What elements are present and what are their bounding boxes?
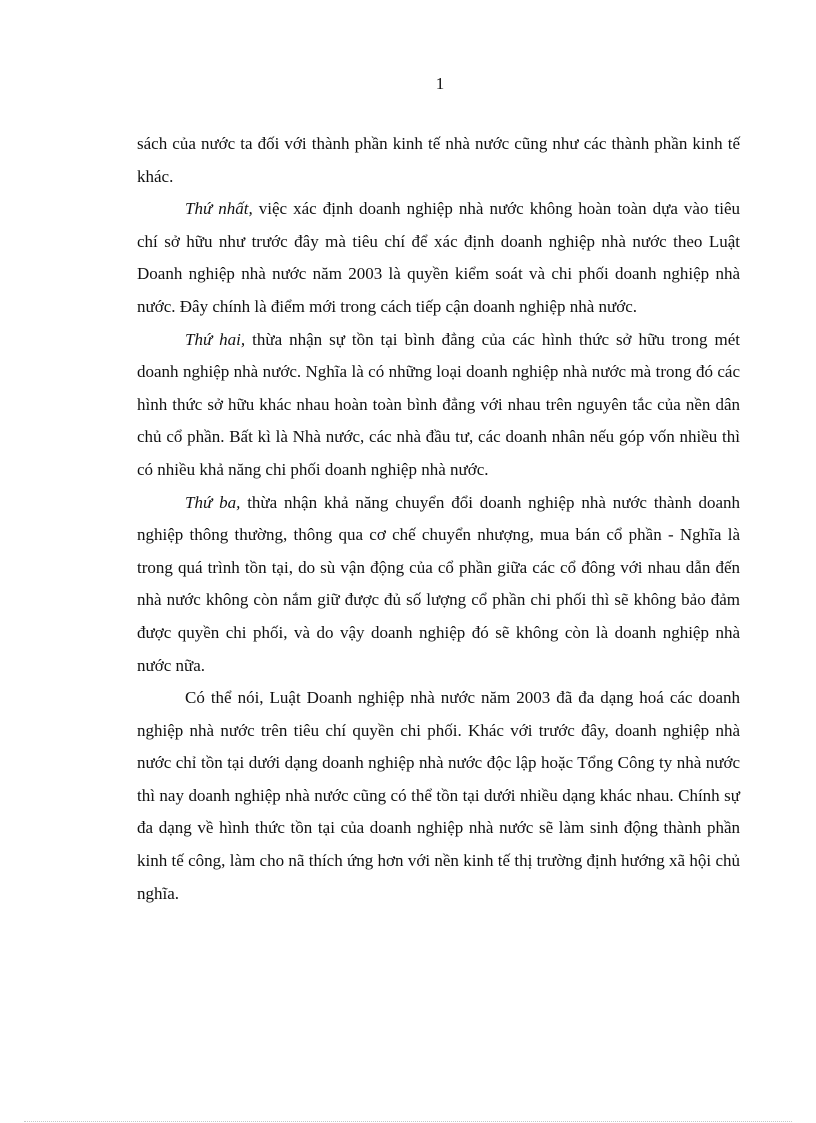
paragraph-text: việc xác định doanh nghiệp nhà nước không hoàn toàn dựa vào tiêu chí sở hữu như trước đây mà tiêu chí để xác định doanh nghiệp nhà nước theo Luật Doanh nghiệp nhà nước năm 2003 là quyền kiểm soát và chi phối doanh nghiệp nhà nước. Đây chính là điểm mới trong cách tiếp cận doanh nghiệp nhà nước. — [137, 199, 740, 316]
page-number: 1 — [435, 74, 445, 93]
paragraph-text: thừa nhận khả năng chuyển đổi doanh nghiệp nhà nước thành doanh nghiệp thông thường, thông qua cơ chế chuyển nhượng, mua bán cổ phần - Nghĩa là trong quá trình tồn tại, do sù vận động của cổ phần giữa các cổ đông với nhau dẫn đến nhà nước không còn nắm giữ được đủ số lượng cổ phần chi phối thì sẽ không bảo đảm được quyền chi phối, và do vậy doanh nghiệp đó sẽ không còn là doanh nghiệp nhà nước nữa. — [137, 492, 740, 675]
paragraph-lead: Thứ nhất, — [185, 199, 253, 219]
paragraph-text: thừa nhận sự tồn tại bình đẳng của các hình thức sở hữu trong mét doanh nghiệp nhà nước. Nghĩa là có những loại doanh nghiệp nhà nước mà trong đó các hình thức sở hữu khác nhau hoàn toàn bình đẳng với nhau trên nguyên tắc của nền dân chủ cổ phần. Bất kì là Nhà nước, các nhà đầu tư, các doanh nhân nếu góp vốn nhiều thì có nhiều khả năng chi phối doanh nghiệp nhà nước. — [137, 329, 741, 479]
paragraph-lead: Thứ hai, — [185, 329, 246, 349]
page-bottom-divider — [24, 1121, 792, 1122]
paragraph-thu-ba — [137, 487, 740, 683]
paragraph-conclusion — [137, 682, 740, 910]
paragraph-lead: Thứ ba, — [185, 492, 241, 512]
paragraph-continuation — [137, 128, 740, 193]
document-body — [137, 128, 740, 910]
paragraph-text: sách của nước ta đối với thành phần kinh tế nhà nước cũng như các thành phần kinh tế khác. — [137, 134, 740, 186]
paragraph-thu-nhat — [137, 193, 740, 323]
paragraph-thu-hai — [137, 324, 740, 487]
paragraph-text: Có thể nói, Luật Doanh nghiệp nhà nước năm 2003 đã đa dạng hoá các doanh nghiệp nhà nước trên tiêu chí quyền chi phối. Khác với trước đây, doanh nghiệp nhà nước chỉ tồn tại dưới dạng doanh nghiệp nhà nước độc lập hoặc Tổng Công ty nhà nước thì nay doanh nghiệp nhà nước cũng có thể tồn tại dưới nhiều dạng khác nhau. Chính sự đa dạng về hình thức tồn tại của doanh nghiệp nhà nước sẽ làm sinh động thành phần kinh tế công, làm cho nã thích ứng hơn với nền kinh tế thị trường định hướng xã hội chủ nghĩa. — [137, 688, 740, 903]
